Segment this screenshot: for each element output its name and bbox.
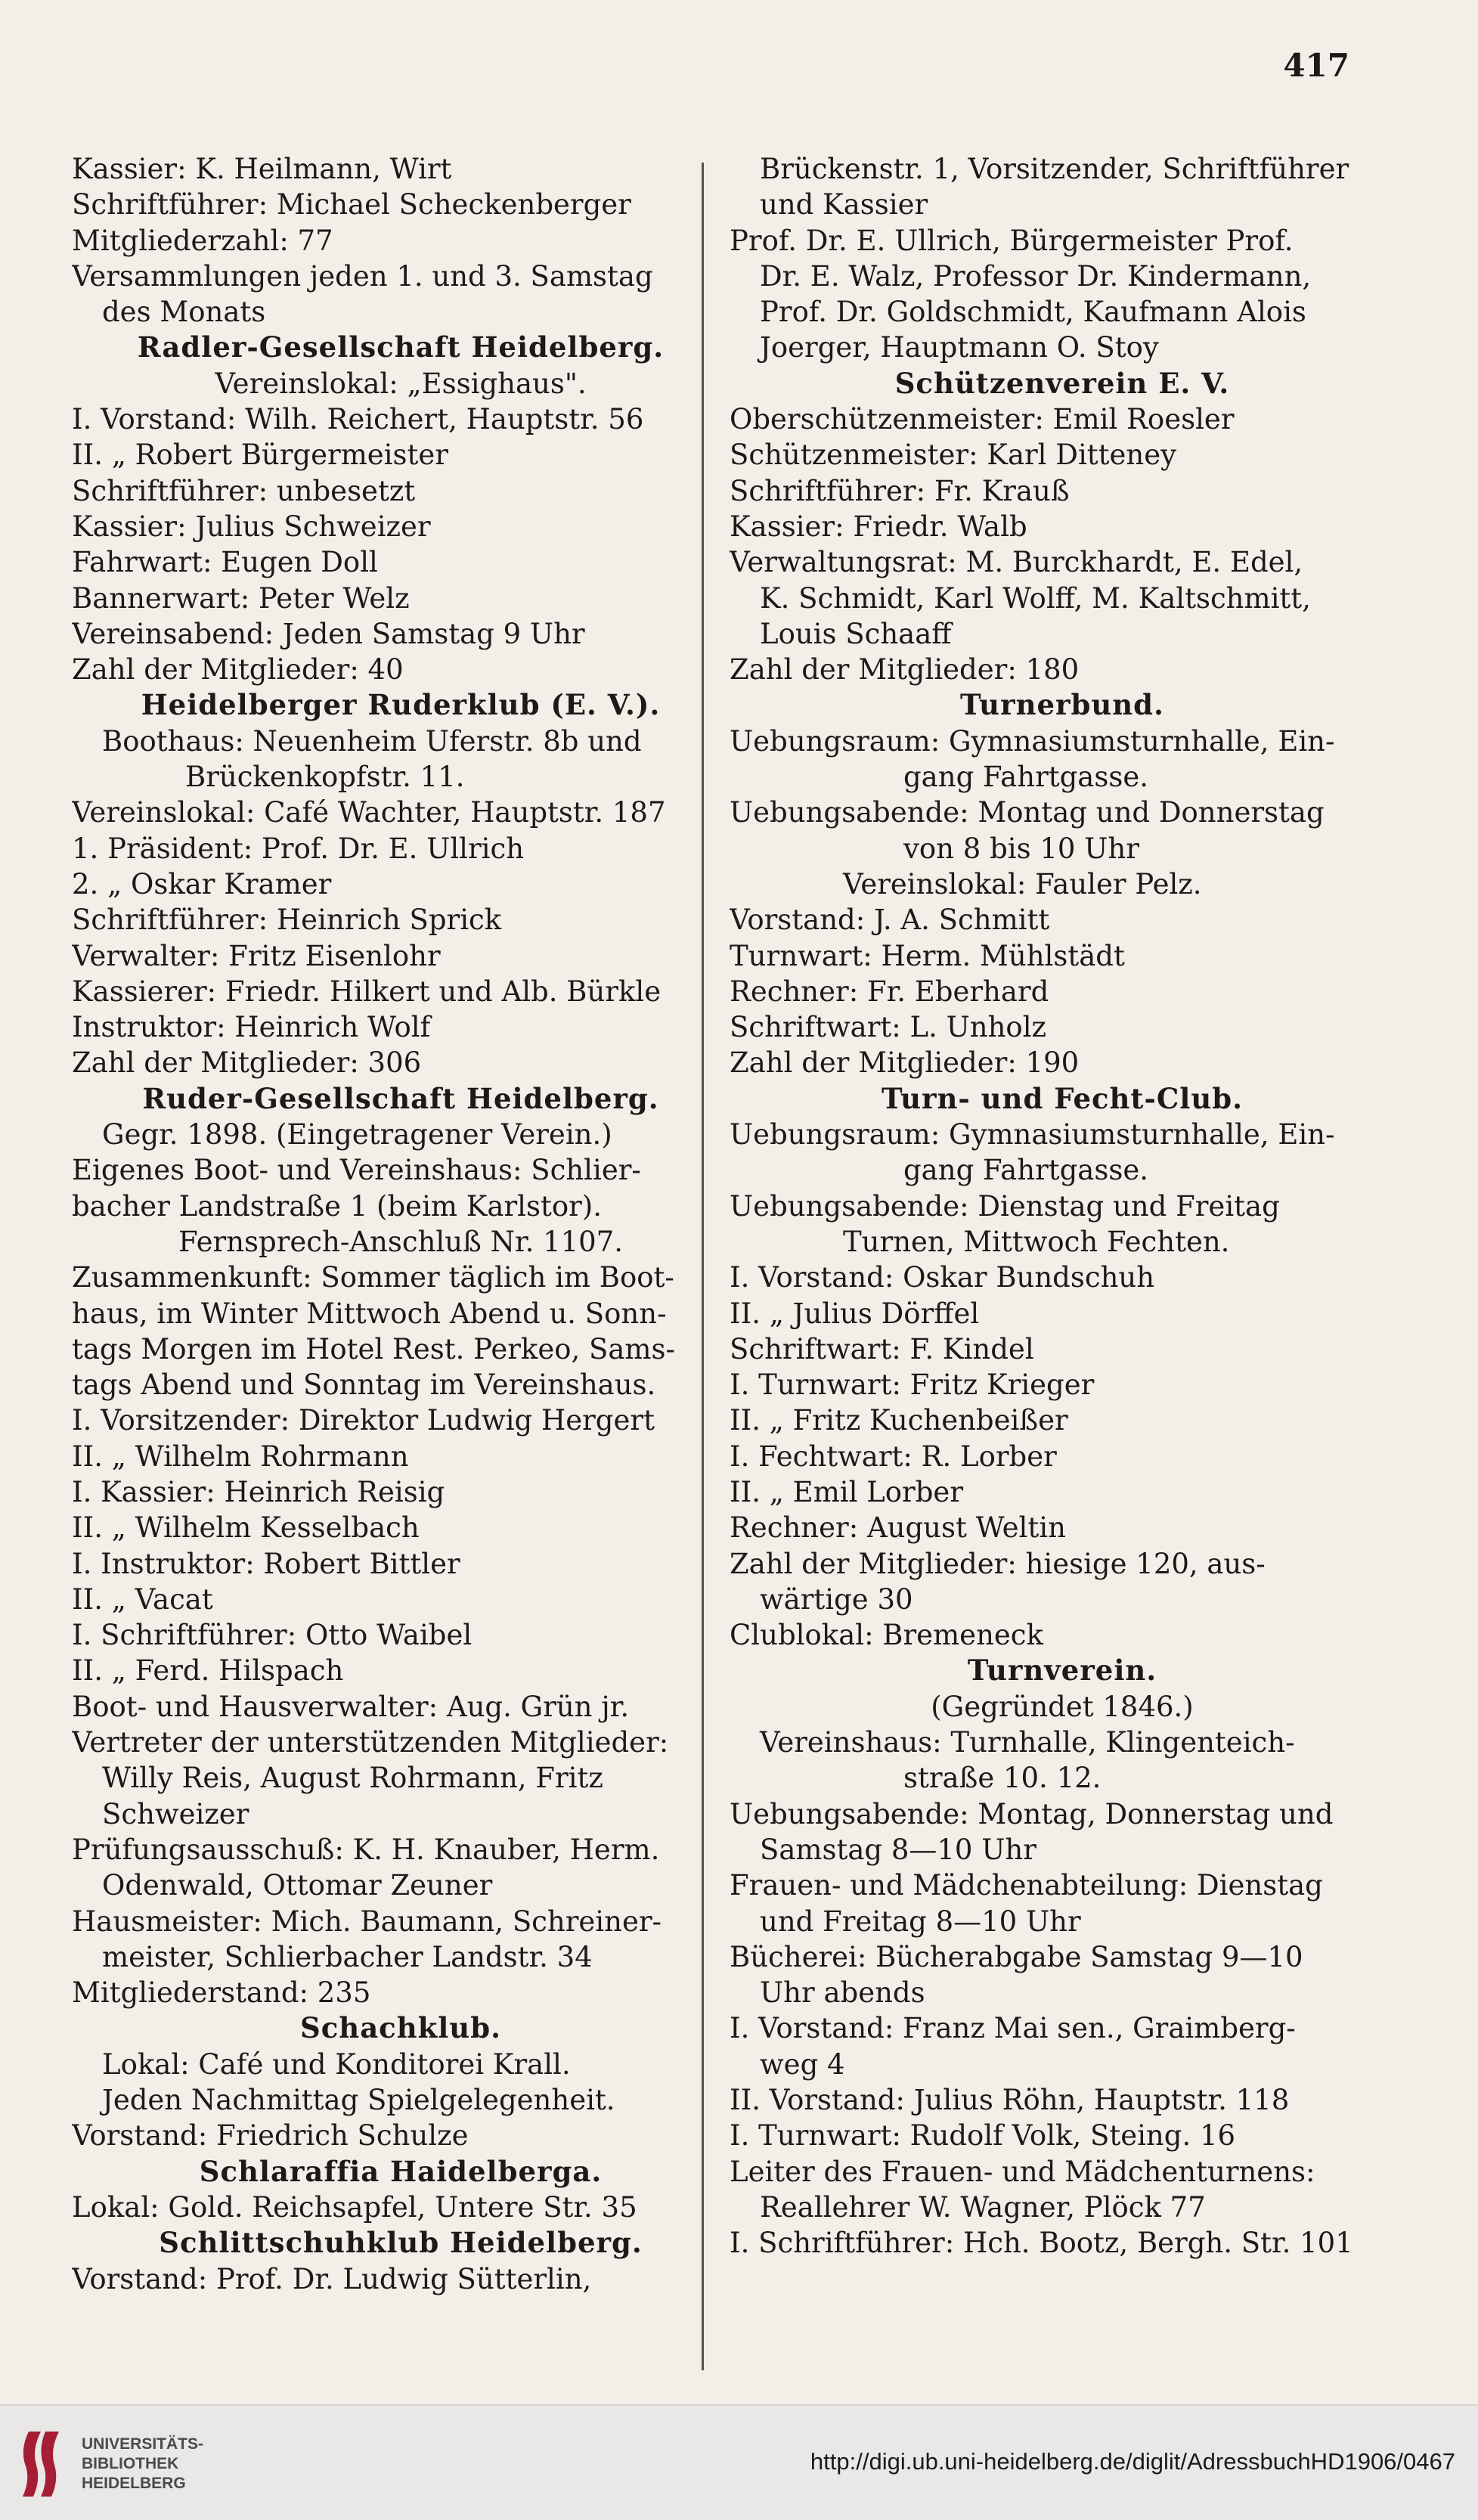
text-line: Clublokal: Bremeneck (730, 1619, 1043, 1652)
text-line: Prof. Dr. E. Ullrich, Bürgermeister Prof. (730, 224, 1294, 257)
text-line: 1. Präsident: Prof. Dr. E. Ullrich (72, 832, 525, 865)
column-divider (702, 163, 704, 2370)
text-line: von 8 bis 10 Uhr (903, 832, 1139, 865)
text-line: I. Schriftführer: Otto Waibel (72, 1619, 473, 1652)
text-line: Vorstand: Prof. Dr. Ludwig Sütterlin, (72, 2262, 592, 2295)
text-line: II. „ Julius Dörffel (730, 1297, 980, 1330)
section-heading: Turn- und Fecht-Club. (881, 1081, 1244, 1115)
section-heading: Turnverein. (967, 1654, 1157, 1688)
text-line: Verwalter: Fritz Eisenlohr (72, 939, 441, 972)
text-line: Lokal: Gold. Reichsapfel, Untere Str. 35 (72, 2190, 637, 2224)
section-heading: Turnerbund. (960, 688, 1164, 722)
text-line: Uebungsabende: Montag, Donnerstag und (730, 1797, 1334, 1830)
text-line: Eigenes Boot- und Vereinshaus: Schlier- (72, 1154, 641, 1187)
text-line: I. Vorstand: Wilh. Reichert, Hauptstr. 56 (72, 403, 644, 436)
text-line: II. „ Wilhelm Kesselbach (72, 1511, 420, 1545)
text-line: Boot- und Hausverwalter: Aug. Grün jr. (72, 1690, 630, 1723)
text-line: I. Vorstand: Franz Mai sen., Graimberg- (730, 2012, 1296, 2045)
text-line: I. Schriftführer: Hch. Bootz, Bergh. Str. 101 (730, 2227, 1353, 2260)
text-line: Verwaltungsrat: M. Burckhardt, E. Edel, (730, 546, 1303, 579)
text-line: II. „ Emil Lorber (730, 1475, 964, 1508)
text-line: I. Instruktor: Robert Bittler (72, 1547, 460, 1580)
library-name-line: UNIVERSITÄTS- (82, 2435, 204, 2453)
library-name-line: BIBLIOTHEK (82, 2455, 179, 2472)
text-line: Fernsprech-Anschluß Nr. 1107. (178, 1225, 624, 1258)
text-line: II. „ Ferd. Hilspach (72, 1654, 344, 1688)
text-line: und Kassier (760, 188, 928, 222)
text-line: Brückenstr. 1, Vorsitzender, Schriftführer (760, 153, 1349, 185)
text-line: Schriftführer: unbesetzt (72, 474, 416, 507)
text-line: und Freitag 8—10 Uhr (760, 1905, 1081, 1938)
text-line: Schriftführer: Michael Scheckenberger (72, 188, 631, 222)
text-line: Schweizer (102, 1797, 249, 1830)
text-line: I. Vorsitzender: Direktor Ludwig Hergert (72, 1404, 655, 1437)
text-line: Lokal: Café und Konditorei Krall. (102, 2047, 571, 2081)
text-line: Fahrwart: Eugen Doll (72, 546, 378, 579)
text-line: Bannerwart: Peter Welz (72, 581, 410, 615)
text-line: Odenwald, Ottomar Zeuner (102, 1869, 493, 1902)
text-line: I. Fechtwart: R. Lorber (730, 1440, 1057, 1473)
text-line: Rechner: August Weltin (730, 1511, 1066, 1545)
text-line: II. „ Robert Bürgermeister (72, 439, 448, 472)
text-line: II. „ Vacat (72, 1582, 213, 1616)
text-line: tags Morgen im Hotel Rest. Perkeo, Sams- (72, 1332, 676, 1365)
text-line: Zahl der Mitglieder: 306 (72, 1046, 422, 1080)
text-line: Frauen- und Mädchenabteilung: Dienstag (730, 1869, 1323, 1902)
text-line: bacher Landstraße 1 (beim Karlstor). (72, 1189, 602, 1223)
text-line: Joerger, Hauptmann O. Stoy (760, 331, 1159, 364)
text-line: Vorstand: J. A. Schmitt (730, 904, 1050, 937)
text-line: Uebungsraum: Gymnasiumsturnhalle, Ein- (730, 724, 1335, 758)
text-line: Schriftführer: Fr. Krauß (730, 474, 1070, 507)
text-line: Vertreter der unterstützenden Mitglieder: (72, 1726, 669, 1759)
text-line: Leiter des Frauen- und Mädchenturnens: (730, 2155, 1315, 2188)
text-line: Turnwart: Herm. Mühlstädt (730, 939, 1125, 972)
text-line: Bücherei: Bücherabgabe Samstag 9—10 (730, 1940, 1303, 1973)
text-line: Kassier: K. Heilmann, Wirt (72, 153, 452, 185)
section-heading: Radler-Gesellschaft Heidelberg. (137, 330, 665, 364)
text-line: Mitgliederstand: 235 (72, 1976, 371, 2010)
page-number: 417 (1283, 47, 1349, 84)
text-line: Hausmeister: Mich. Baumann, Schreiner- (72, 1905, 662, 1938)
text-line: Samstag 8—10 Uhr (760, 1833, 1036, 1866)
text-line: Vereinslokal: Café Wachter, Hauptstr. 187 (72, 796, 666, 829)
text-line: Schriftwart: L. Unholz (730, 1011, 1047, 1044)
text-line: (Gegründet 1846.) (931, 1690, 1194, 1723)
text-line: Willy Reis, August Rohrmann, Fritz (102, 1762, 603, 1795)
right-column (730, 151, 1395, 2261)
text-line: Vereinslokal: Fauler Pelz. (843, 867, 1202, 900)
text-line: Zahl der Mitglieder: 40 (72, 653, 404, 687)
text-line: des Monats (102, 296, 266, 329)
text-line: Boothaus: Neuenheim Uferstr. 8b und (102, 724, 642, 758)
text-line: Reallehrer W. Wagner, Plöck 77 (760, 2190, 1206, 2224)
text-line: Jeden Nachmittag Spielgelegenheit. (102, 2084, 615, 2117)
text-line: I. Turnwart: Rudolf Volk, Steing. 16 (730, 2119, 1236, 2153)
text-line: Gegr. 1898. (Eingetragener Verein.) (102, 1118, 612, 1152)
section-heading: Heidelberger Ruderklub (E. V.). (141, 688, 661, 722)
text-line: wärtige 30 (760, 1582, 913, 1616)
text-line: gang Fahrtgasse. (903, 1154, 1149, 1187)
section-heading: Schachklub. (300, 2011, 501, 2045)
left-column (72, 151, 730, 2297)
text-line: Prüfungsausschuß: K. H. Knauber, Herm. (72, 1833, 660, 1866)
section-heading: Schlittschuhklub Heidelberg. (159, 2226, 643, 2260)
text-line: 2. „ Oskar Kramer (72, 867, 332, 900)
text-line: Uebungsabende: Dienstag und Freitag (730, 1189, 1280, 1223)
text-line: II. „ Fritz Kuchenbeißer (730, 1404, 1068, 1437)
text-line: Vereinsabend: Jeden Samstag 9 Uhr (72, 617, 585, 650)
text-line: straße 10. 12. (903, 1762, 1102, 1795)
library-name (82, 2435, 203, 2494)
text-line: Kassier: Julius Schweizer (72, 510, 431, 543)
text-line: Vereinshaus: Turnhalle, Klingenteich- (760, 1726, 1295, 1759)
text-line: Zahl der Mitglieder: 180 (730, 653, 1080, 687)
text-line: Louis Schaaff (760, 617, 952, 650)
source-url-link[interactable]: http://digi.ub.uni-heidelberg.de/diglit/AdressbuchHD1906/0467 (810, 2448, 1455, 2475)
text-line: I. Kassier: Heinrich Reisig (72, 1475, 445, 1508)
text-line: Uhr abends (760, 1976, 925, 2010)
text-line: Uebungsabende: Montag und Donnerstag (730, 796, 1325, 829)
text-line: weg 4 (760, 2047, 845, 2081)
text-line: Dr. E. Walz, Professor Dr. Kindermann, (760, 259, 1312, 293)
text-line: meister, Schlierbacher Landstr. 34 (102, 1940, 593, 1973)
text-line: haus, im Winter Mittwoch Abend u. Sonn- (72, 1297, 667, 1330)
text-line: Schriftführer: Heinrich Sprick (72, 904, 502, 937)
text-line: Rechner: Fr. Eberhard (730, 975, 1049, 1008)
text-line: tags Abend und Sonntag im Vereinshaus. (72, 1368, 656, 1402)
text-line: Uebungsraum: Gymnasiumsturnhalle, Ein- (730, 1118, 1335, 1152)
text-line: Zahl der Mitglieder: 190 (730, 1046, 1080, 1080)
text-line: gang Fahrtgasse. (903, 761, 1149, 794)
text-line: Versammlungen jeden 1. und 3. Samstag (72, 259, 653, 293)
section-heading: Schützenverein E. V. (894, 366, 1230, 400)
text-line: II. „ Wilhelm Rohrmann (72, 1440, 409, 1473)
text-line: Zahl der Mitglieder: hiesige 120, aus- (730, 1547, 1266, 1580)
text-line: Schriftwart: F. Kindel (730, 1332, 1034, 1365)
section-heading: Ruder-Gesellschaft Heidelberg. (142, 1081, 659, 1115)
text-line: Kassierer: Friedr. Hilkert und Alb. Bürkle (72, 975, 662, 1008)
text-line: Kassier: Friedr. Walb (730, 510, 1027, 543)
text-line: II. Vorstand: Julius Röhn, Hauptstr. 118 (730, 2084, 1290, 2117)
library-name-line: HEIDELBERG (82, 2475, 186, 2492)
footer-bar (0, 2404, 1478, 2520)
text-line: Turnen, Mittwoch Fechten. (843, 1225, 1230, 1258)
section-heading: Schlaraffia Haidelberga. (199, 2154, 603, 2188)
text-line: Instruktor: Heinrich Wolf (72, 1011, 431, 1044)
text-line: Vereinslokal: „Essighaus". (215, 367, 587, 400)
text-line: Vorstand: Friedrich Schulze (72, 2119, 469, 2153)
text-line: Prof. Dr. Goldschmidt, Kaufmann Alois (760, 296, 1306, 329)
text-line: Oberschützenmeister: Emil Roesler (730, 403, 1235, 436)
text-line: Brückenkopfstr. 11. (185, 761, 465, 794)
text-line: I. Turnwart: Fritz Krieger (730, 1368, 1095, 1402)
text-line: Zusammenkunft: Sommer täglich im Boot- (72, 1261, 674, 1294)
text-line: Mitgliederzahl: 77 (72, 224, 333, 257)
text-line: Schützenmeister: Karl Ditteney (730, 439, 1177, 472)
library-logo-icon (15, 2427, 70, 2500)
text-line: I. Vorstand: Oskar Bundschuh (730, 1261, 1155, 1294)
text-line: K. Schmidt, Karl Wolff, M. Kaltschmitt, (760, 581, 1311, 615)
